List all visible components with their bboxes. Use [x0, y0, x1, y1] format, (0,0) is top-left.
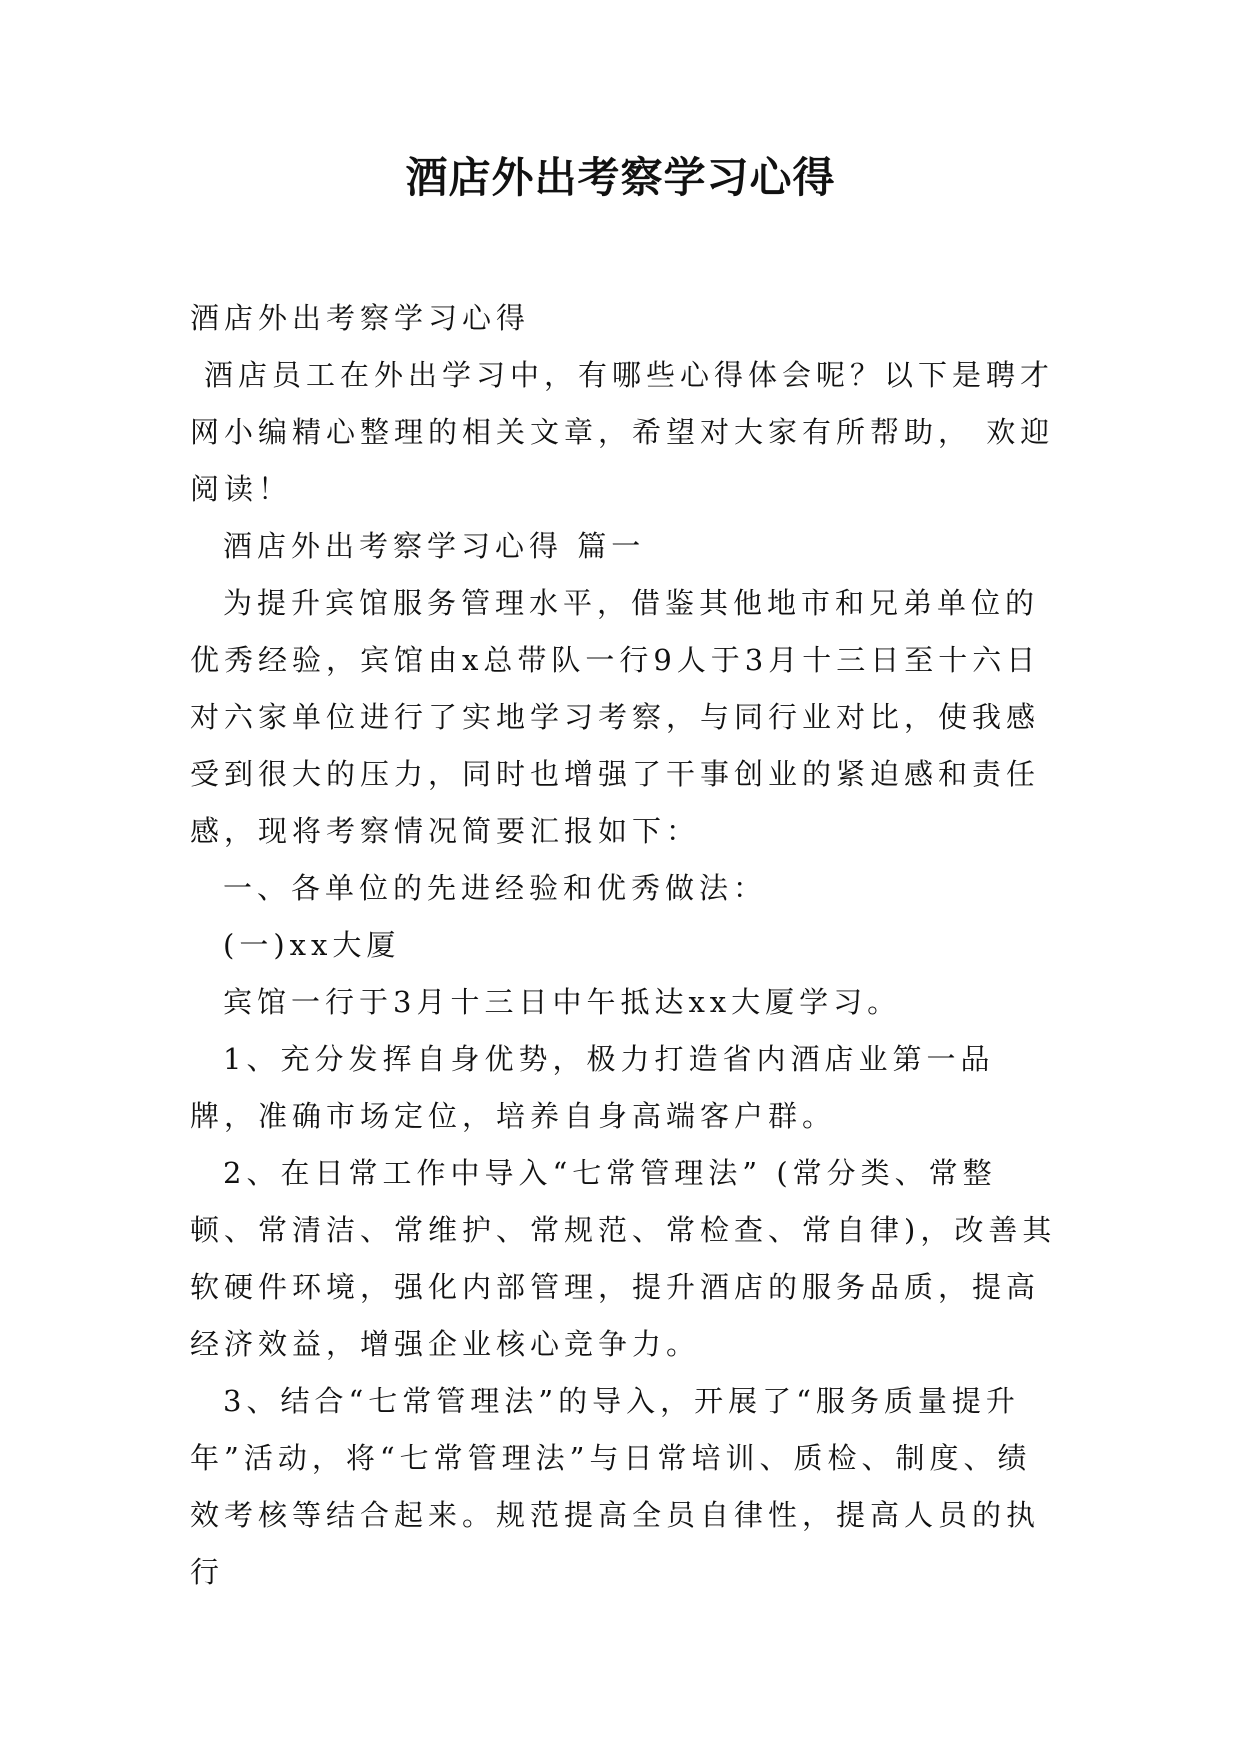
- paragraph-intro: 酒店员工在外出学习中，有哪些心得体会呢？以下是聘才网小编精心整理的相关文章，希望对大家有所帮助， 欢迎阅读！: [190, 358, 1055, 506]
- paragraph-arrival: 宾馆一行于3月十三日中午抵达xx大厦学习。: [223, 985, 902, 1019]
- paragraph-point-3: 3、结合“七常管理法”的导入，开展了“服务质量提升年”活动，将“七常管理法”与日常培训、质检、制度、绩效考核等结合起来。规范提高全员自律性，提高人员的执行: [190, 1384, 1041, 1589]
- document-body: [190, 290, 1060, 1601]
- paragraph-point-2: 2、在日常工作中导入“七常管理法” (常分类、常整顿、常清洁、常维护、常规范、常检查、常自律)，改善其软硬件环境，强化内部管理，提升酒店的服务品质，提高经济效益，增强企业核心竞争力。: [190, 1156, 1057, 1361]
- paragraph-point-1: 1、充分发挥自身优势，极力打造省内酒店业第一品牌，准确市场定位，培养自身高端客户群。: [190, 1042, 995, 1133]
- paragraph-heading-one: 一、各单位的先进经验和优秀做法：: [223, 871, 768, 905]
- paragraph-background: 为提升宾馆服务管理水平，借鉴其他地市和兄弟单位的优秀经验，宾馆由x总带队一行9人于3月十三日至十六日对六家单位进行了实地学习考察，与同行业对比，使我感受到很大的压力，同时也增强了干事创业的紧迫感和责任感，现将考察情况简要汇报如下：: [190, 586, 1041, 848]
- paragraph-subtitle: 酒店外出考察学习心得: [190, 301, 531, 335]
- paragraph-subheading-xx-building: (一)xx大厦: [223, 928, 401, 962]
- paragraph-section-heading: 酒店外出考察学习心得 篇一: [223, 529, 646, 563]
- document-title: 酒店外出考察学习心得: [405, 153, 836, 202]
